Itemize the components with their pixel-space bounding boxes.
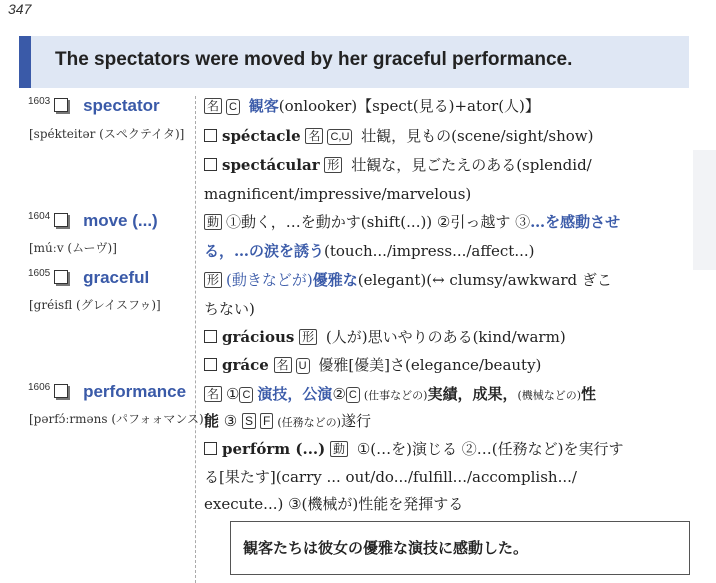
entry-headline <box>29 268 149 288</box>
pronunciation: [gréisfl (グレイスフゥ)] <box>29 298 161 312</box>
checkbox-icon[interactable] <box>204 358 217 371</box>
entry-headline <box>29 382 186 402</box>
headword: move (...) <box>83 211 158 230</box>
entry-number: 1606 <box>28 382 51 393</box>
translation-text: 観客たちは彼女の優雅な演技に感動した。 <box>243 539 529 557</box>
headword: graceful <box>83 268 150 287</box>
checkbox-icon[interactable] <box>204 330 217 343</box>
pronunciation: [spékteitər (スペクテイタ)] <box>29 127 185 141</box>
noun-tag: 名 <box>204 386 222 402</box>
checkbox-icon[interactable] <box>54 98 68 112</box>
definition-line: spéctacle 名 C,U 壮観，見もの(scene/sight/show) <box>204 126 594 146</box>
pronunciation: [múːv (ムーヴ)] <box>29 241 117 255</box>
definition-line: execute...) ③(機械が)性能を発揮する <box>204 495 464 513</box>
definition-line: 動 ①動く，…を動かす(shift(...)) ②引っ越す ③…を感動させ <box>204 212 620 232</box>
countable-tag: C <box>226 99 240 115</box>
definition-line: 形 (動きなどが)優雅な(elegant)(↔ clumsy/awkward ぎこ <box>204 270 612 290</box>
banner-accent-bar <box>19 36 31 88</box>
example-sentence: The spectators were moved by her graceful performance. <box>55 49 573 70</box>
bleed-through-area <box>693 150 716 270</box>
adjective-tag: 形 <box>204 272 222 288</box>
checkbox-icon[interactable] <box>54 270 68 284</box>
definition-line: gráce 名 U 優雅[優美]さ(elegance/beauty) <box>204 355 541 375</box>
headword: performance <box>83 382 187 401</box>
entry-number: 1605 <box>28 268 51 279</box>
entry-headline <box>29 211 158 231</box>
headword: spectator <box>83 96 160 115</box>
noun-tag: 名 <box>204 98 222 114</box>
sentence-banner <box>19 36 689 88</box>
checkbox-icon[interactable] <box>204 442 217 455</box>
definition-line: る[果たす](carry ... out/do.../fulfill.../accomplish.../ <box>204 468 577 486</box>
definition-line: 能 ③ S F (任務などの)遂行 <box>204 412 371 430</box>
pronunciation: [pərfɔ́ːrməns (パフォォマンス)] <box>29 412 209 426</box>
definition-line: magnificent/impressive/marvelous) <box>204 185 472 203</box>
definition-line: 名 ① C 演技，公演② C (仕事などの)実績，成果，(機械などの)性 <box>204 384 596 406</box>
translation-box <box>230 521 690 575</box>
entry-number: 1603 <box>28 96 51 107</box>
checkbox-icon[interactable] <box>204 158 217 171</box>
entry-number: 1604 <box>28 211 51 222</box>
checkbox-icon[interactable] <box>204 129 217 142</box>
entry-headline <box>29 96 160 116</box>
column-divider <box>195 96 196 583</box>
definition-line: る，…の涙を誘う(touch.../impress.../affect...) <box>204 242 535 260</box>
checkbox-icon[interactable] <box>54 213 68 227</box>
definition-line: 名 C 観客(onlooker)【spect(見る)+ator(人)】 <box>204 96 540 116</box>
checkbox-icon[interactable] <box>54 384 68 398</box>
definition-line: perfórm (...) 動 ①(…を)演じる ②…(任務など)を実行す <box>204 439 623 459</box>
page-number: 347 <box>8 1 32 17</box>
verb-tag: 動 <box>204 214 222 230</box>
definition-line: ちない) <box>204 300 255 318</box>
definition-line: grácious 形 (人が)思いやりのある(kind/warm) <box>204 327 566 347</box>
definition-line: spectácular 形 壮観な，見ごたえのある(splendid/ <box>204 155 592 175</box>
